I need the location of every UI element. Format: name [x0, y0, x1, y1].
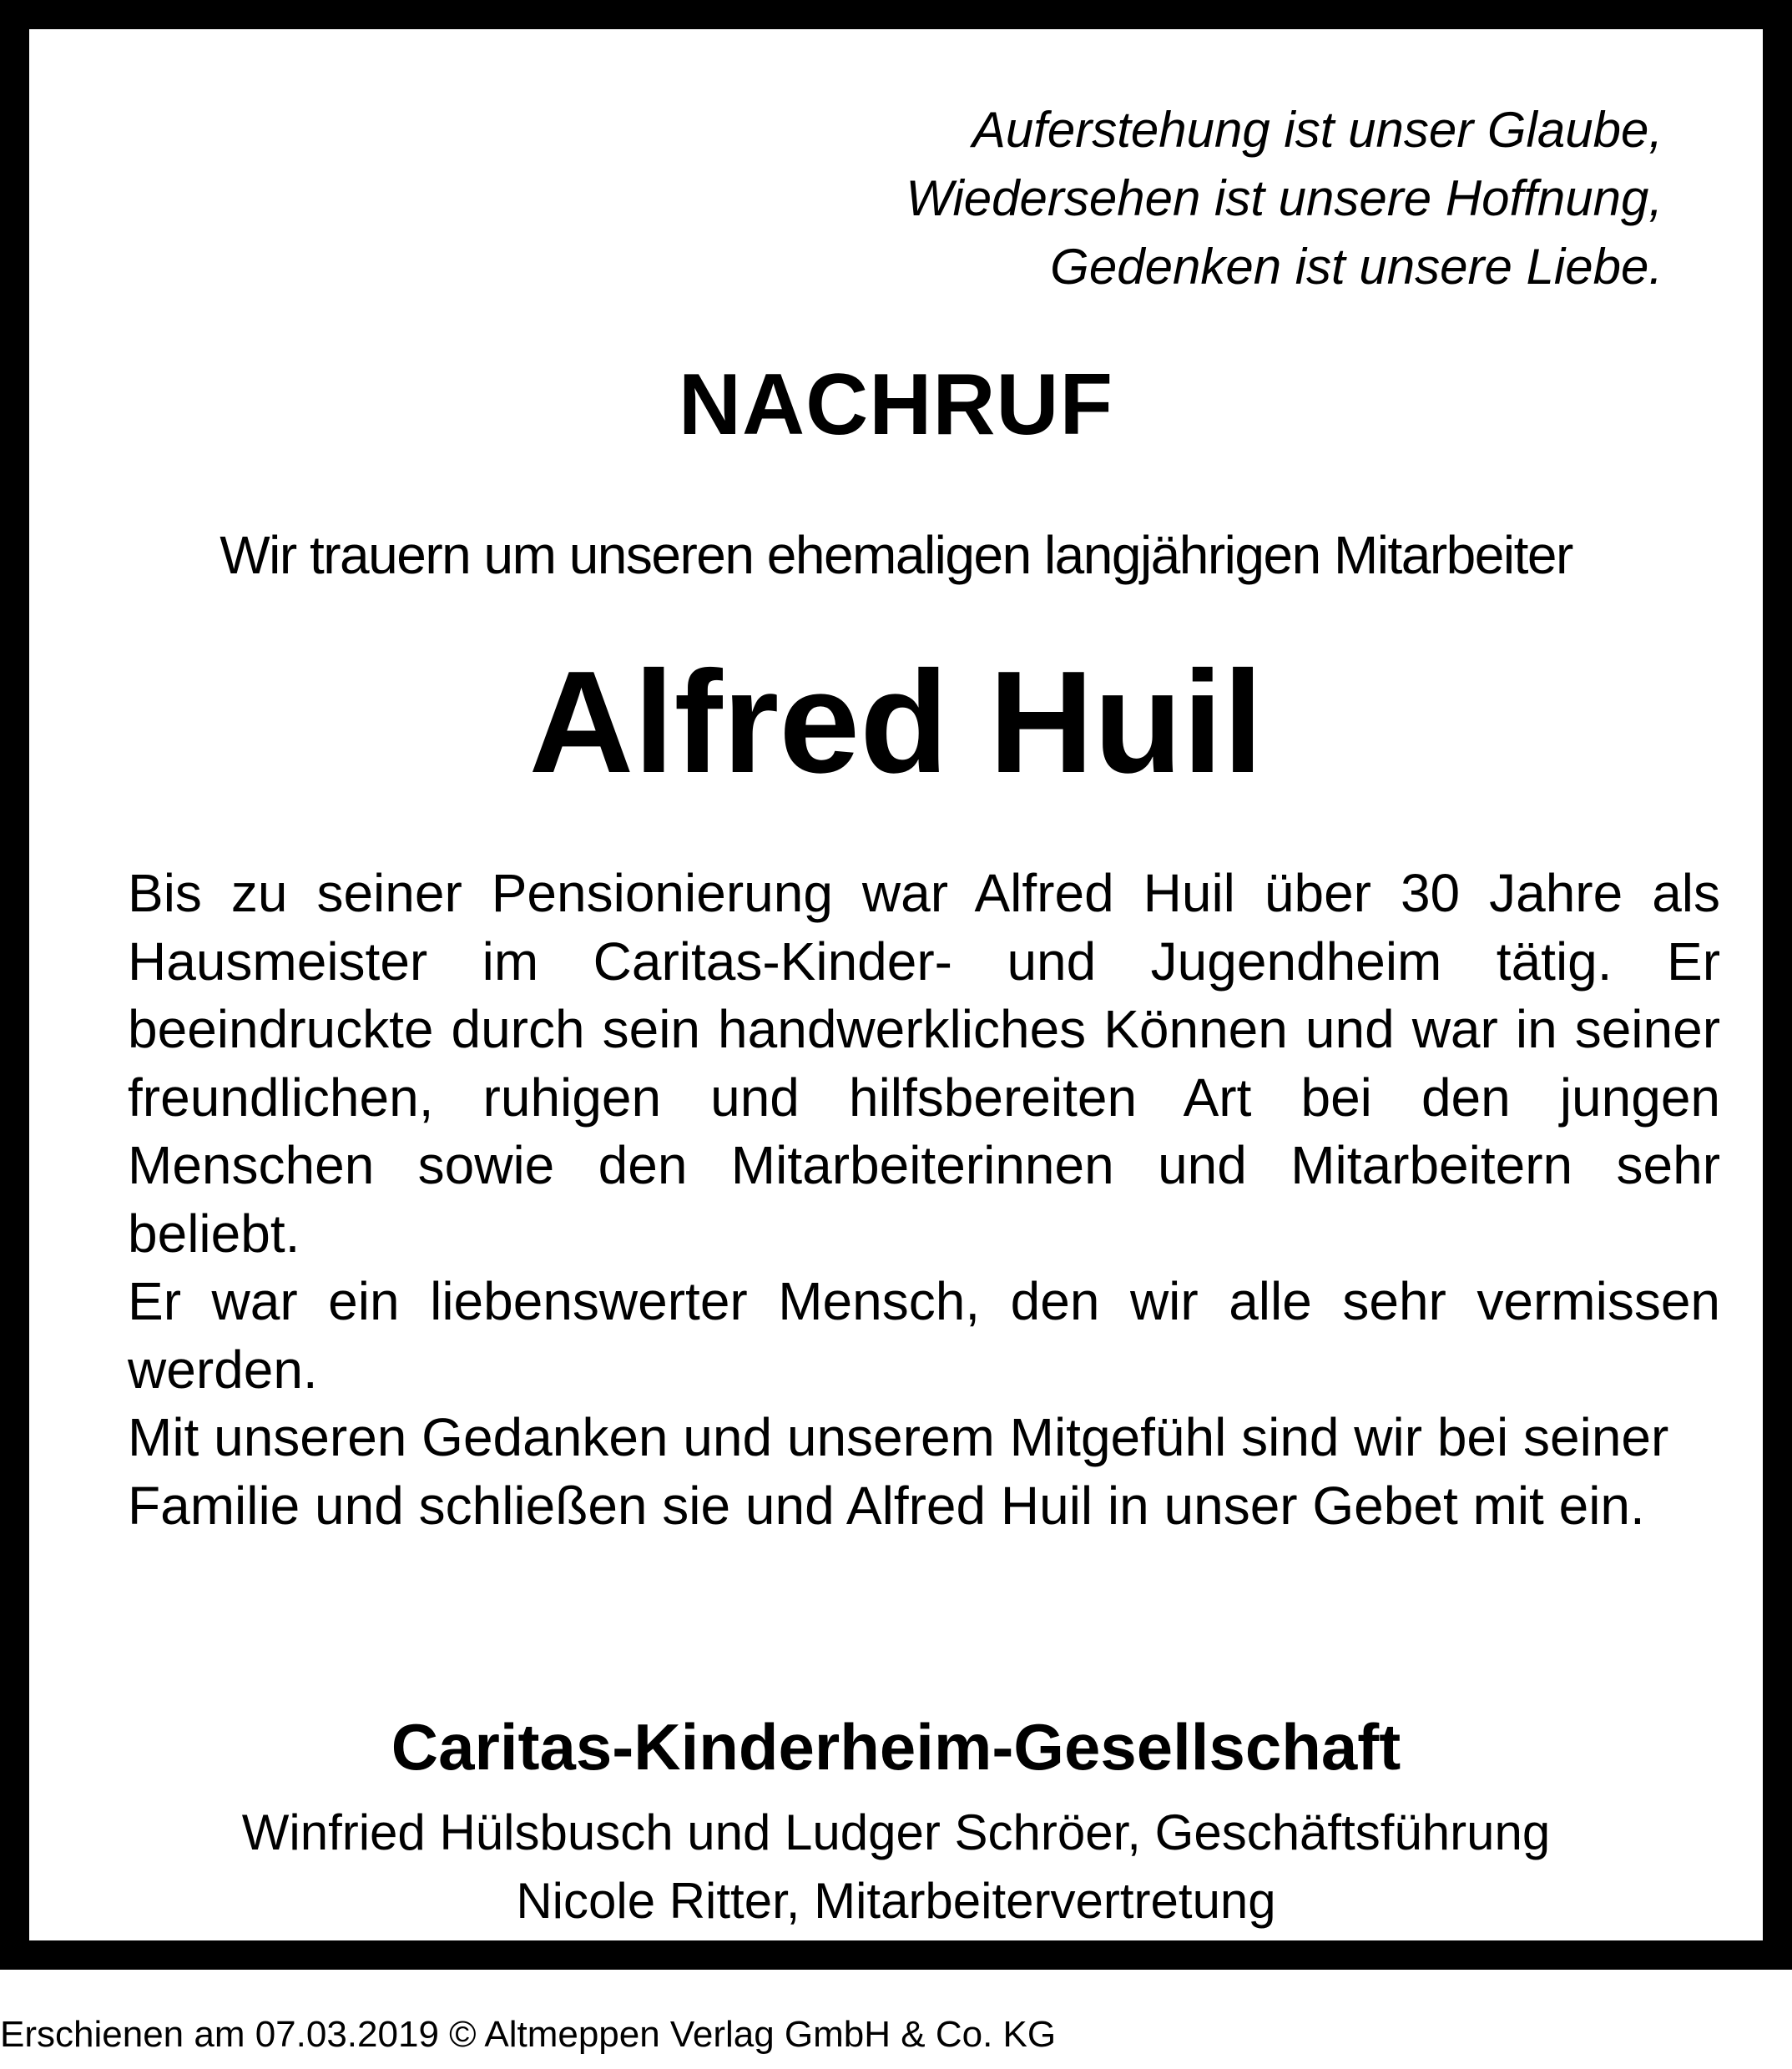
motto-verse — [906, 96, 1663, 301]
deceased-name: Alfred Huil — [528, 640, 1264, 803]
motto-line-1: Auferstehung ist unser Glaube, — [972, 102, 1663, 158]
intro-line: Wir trauern um unseren ehemaligen langjährigen Mitarbeiter — [220, 525, 1572, 585]
body-paragraph-1: Bis zu seiner Pensionierung war Alfred Huil über 30 Jahre als Hausmeister im Caritas-Kinder- und Jugendheim tätig. Er beeindruckte durch sein handwerkliches Können und war in seiner freundlichen, ruhigen und hilfsbereiten Art bei den jungen Menschen sowie den Mitarbeiterinnen und Mitarbeitern sehr beliebt. — [128, 863, 1720, 1264]
body-paragraph-3: Mit unseren Gedanken und unserem Mitgefühl sind wir bei seiner Familie und schließen sie und Alfred Huil in unser Gebet mit ein. — [128, 1407, 1669, 1536]
publication-footer: Erschienen am 07.03.2019 © Altmeppen Verlag GmbH & Co. KG — [0, 2014, 1057, 2055]
motto-line-2: Wiedersehen ist unsere Hoffnung, — [906, 170, 1663, 226]
signers-block — [29, 1799, 1763, 1935]
obituary-headline: NACHRUF — [678, 356, 1114, 453]
obituary-body — [128, 860, 1720, 1540]
signer-line-1: Winfried Hülsbusch und Ludger Schröer, Geschäftsführung — [241, 1804, 1551, 1860]
signer-line-2: Nicole Ritter, Mitarbeitervertretung — [516, 1873, 1276, 1929]
organization-name: Caritas-Kinderheim-Gesellschaft — [391, 1710, 1401, 1784]
motto-line-3: Gedenken ist unsere Liebe. — [1050, 239, 1663, 295]
body-paragraph-2: Er war ein liebenswerter Mensch, den wir alle sehr vermissen werden. — [128, 1271, 1720, 1400]
